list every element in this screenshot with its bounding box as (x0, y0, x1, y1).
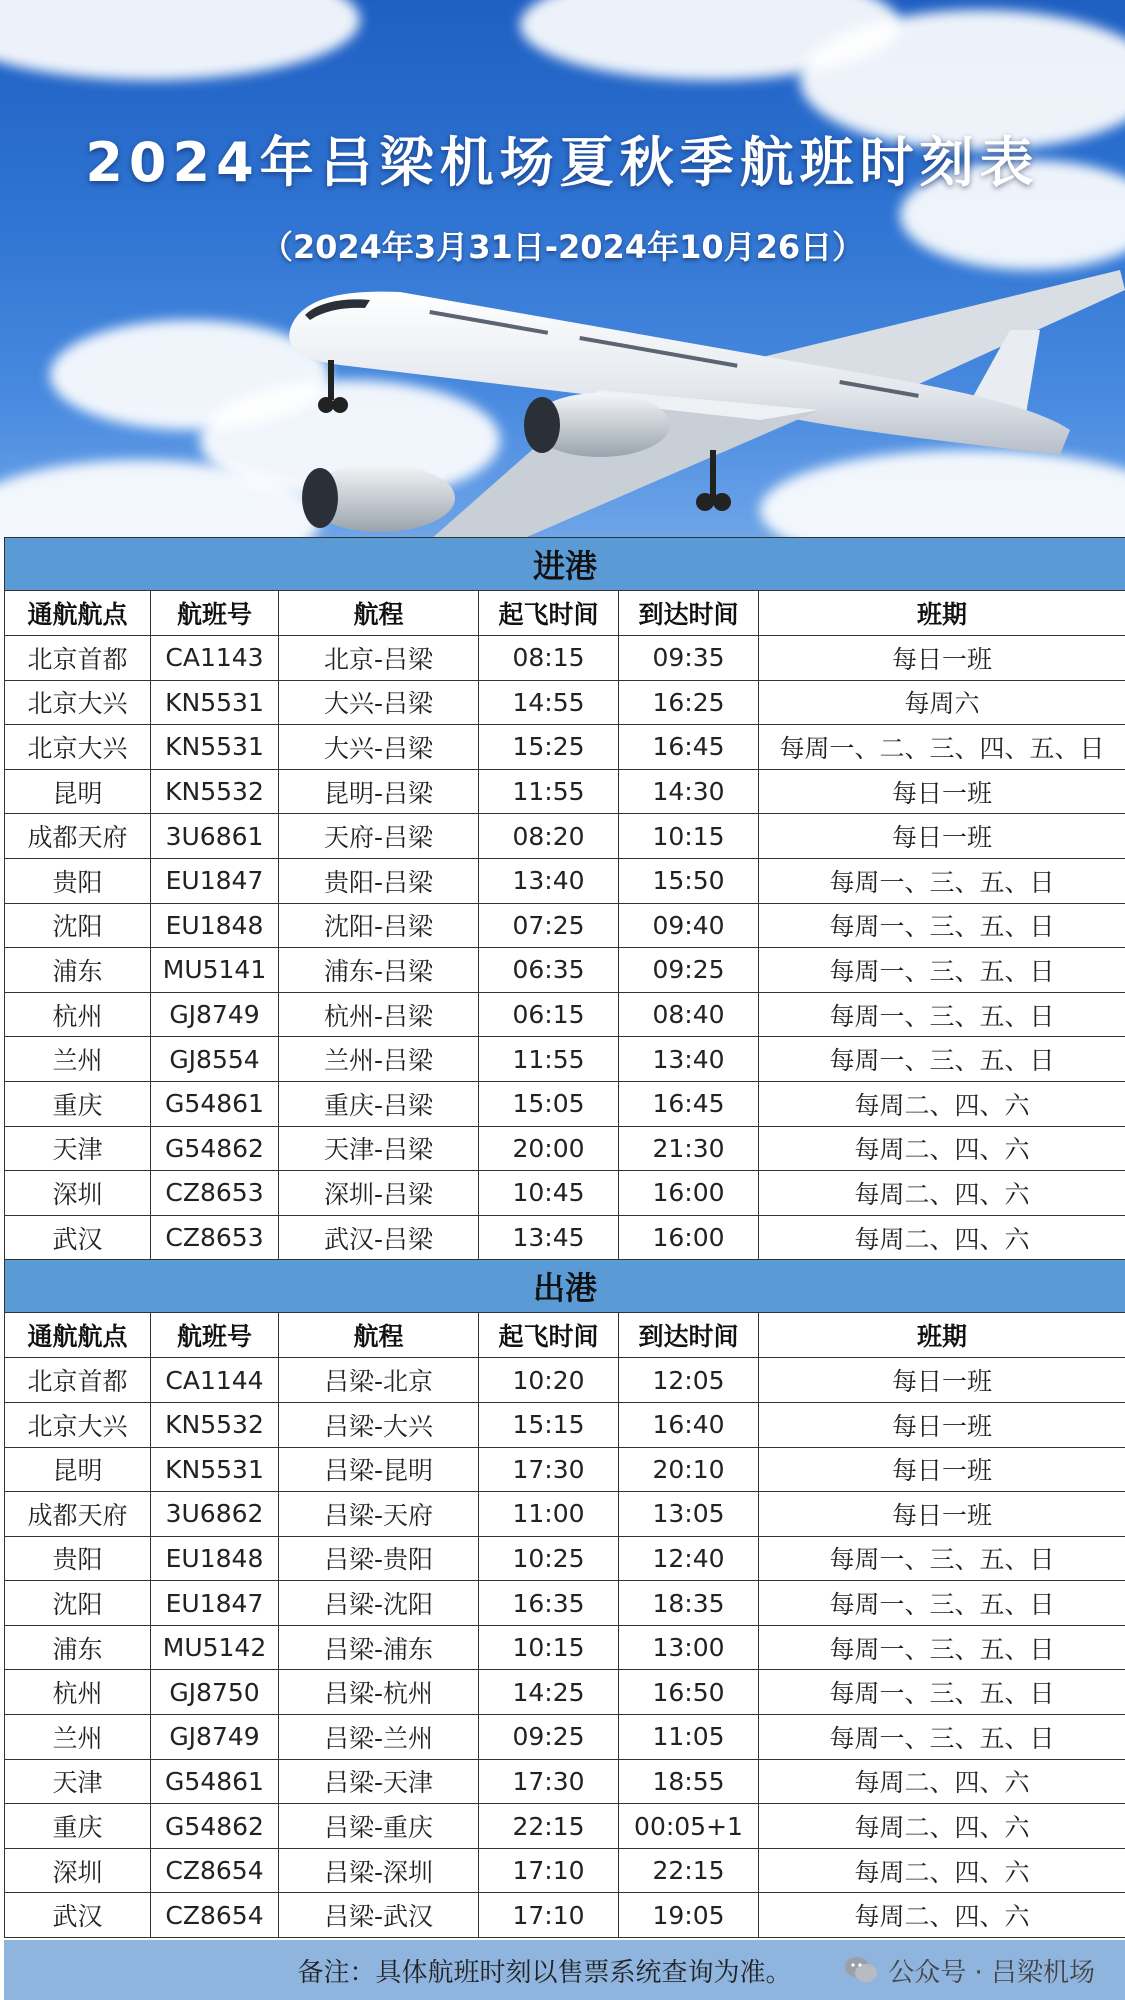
cell-depart-time: 11:00 (479, 1492, 619, 1537)
cell-route: 大兴-吕梁 (279, 680, 479, 725)
cell-flight-no: KN5532 (151, 1402, 279, 1447)
cell-destination: 成都天府 (5, 1492, 151, 1537)
cell-destination: 浦东 (5, 1625, 151, 1670)
cell-arrive-time: 16:45 (619, 725, 759, 770)
col-destination: 通航航点 (5, 1313, 151, 1358)
cell-destination: 重庆 (5, 1081, 151, 1126)
cell-schedule: 每日一班 (759, 769, 1125, 814)
cell-destination: 北京大兴 (5, 725, 151, 770)
table-row (5, 1759, 1125, 1804)
cell-schedule: 每日一班 (759, 1358, 1125, 1403)
cell-flight-no: G54861 (151, 1759, 279, 1804)
cell-schedule: 每周二、四、六 (759, 1081, 1125, 1126)
cell-depart-time: 08:20 (479, 814, 619, 859)
cell-arrive-time: 16:40 (619, 1402, 759, 1447)
cell-flight-no: GJ8749 (151, 992, 279, 1037)
cell-depart-time: 14:25 (479, 1670, 619, 1715)
cell-depart-time: 20:00 (479, 1126, 619, 1171)
cell-destination: 兰州 (5, 1037, 151, 1082)
cell-destination: 北京首都 (5, 1358, 151, 1403)
table-row (5, 1402, 1125, 1447)
cell-arrive-time: 21:30 (619, 1126, 759, 1171)
cell-schedule: 每周六 (759, 680, 1125, 725)
table-row (5, 1126, 1125, 1171)
cell-route: 沈阳-吕梁 (279, 903, 479, 948)
cell-depart-time: 08:15 (479, 636, 619, 681)
cell-arrive-time: 16:25 (619, 680, 759, 725)
cell-route: 吕梁-重庆 (279, 1804, 479, 1849)
cell-flight-no: CZ8653 (151, 1171, 279, 1216)
sky-banner (0, 0, 1125, 540)
cell-destination: 成都天府 (5, 814, 151, 859)
cell-depart-time: 06:15 (479, 992, 619, 1037)
cell-arrive-time: 22:15 (619, 1848, 759, 1893)
col-depart: 起飞时间 (479, 1313, 619, 1358)
cell-flight-no: CZ8654 (151, 1893, 279, 1938)
cell-route: 大兴-吕梁 (279, 725, 479, 770)
table-row (5, 1848, 1125, 1893)
cell-route: 武汉-吕梁 (279, 1215, 479, 1260)
cell-arrive-time: 08:40 (619, 992, 759, 1037)
cell-depart-time: 13:40 (479, 858, 619, 903)
cell-schedule: 每周二、四、六 (759, 1893, 1125, 1938)
cell-destination: 北京大兴 (5, 1402, 151, 1447)
col-schedule: 班期 (759, 1313, 1125, 1358)
column-header-row (5, 1313, 1125, 1358)
airplane-image (280, 270, 1125, 540)
cell-schedule: 每周二、四、六 (759, 1804, 1125, 1849)
col-flight-no: 航班号 (151, 591, 279, 636)
cell-destination: 浦东 (5, 948, 151, 993)
cell-route: 吕梁-北京 (279, 1358, 479, 1403)
cell-arrive-time: 18:55 (619, 1759, 759, 1804)
cell-schedule: 每周二、四、六 (759, 1848, 1125, 1893)
cell-flight-no: KN5531 (151, 1447, 279, 1492)
table-row (5, 948, 1125, 993)
cell-destination: 北京大兴 (5, 680, 151, 725)
page-title: 2024年吕梁机场夏秋季航班时刻表 (85, 131, 1040, 194)
cell-arrive-time: 16:45 (619, 1081, 759, 1126)
column-header-row (5, 591, 1125, 636)
cell-route: 吕梁-贵阳 (279, 1536, 479, 1581)
cell-schedule: 每周一、三、五、日 (759, 858, 1125, 903)
cell-route: 浦东-吕梁 (279, 948, 479, 993)
cell-depart-time: 11:55 (479, 769, 619, 814)
cell-depart-time: 17:10 (479, 1848, 619, 1893)
cell-schedule: 每日一班 (759, 1402, 1125, 1447)
cell-schedule: 每日一班 (759, 814, 1125, 859)
cell-route: 吕梁-沈阳 (279, 1581, 479, 1626)
cell-depart-time: 15:15 (479, 1402, 619, 1447)
cell-depart-time: 17:30 (479, 1759, 619, 1804)
cell-route: 吕梁-天府 (279, 1492, 479, 1537)
cell-destination: 贵阳 (5, 1536, 151, 1581)
cell-depart-time: 14:55 (479, 680, 619, 725)
cell-depart-time: 09:25 (479, 1715, 619, 1760)
cell-flight-no: KN5532 (151, 769, 279, 814)
cell-route: 昆明-吕梁 (279, 769, 479, 814)
cell-route: 吕梁-大兴 (279, 1402, 479, 1447)
cell-arrive-time: 14:30 (619, 769, 759, 814)
table-row (5, 1625, 1125, 1670)
cell-arrive-time: 13:40 (619, 1037, 759, 1082)
table-row (5, 1715, 1125, 1760)
cell-arrive-time: 20:10 (619, 1447, 759, 1492)
cell-flight-no: GJ8554 (151, 1037, 279, 1082)
cell-arrive-time: 09:25 (619, 948, 759, 993)
cell-schedule: 每周一、三、五、日 (759, 1715, 1125, 1760)
schedule-table (4, 537, 1125, 1938)
table-row (5, 1536, 1125, 1581)
cell-route: 重庆-吕梁 (279, 1081, 479, 1126)
cell-schedule: 每周一、三、五、日 (759, 1670, 1125, 1715)
flight-schedule (4, 537, 1125, 1938)
table-row (5, 858, 1125, 903)
cell-flight-no: GJ8750 (151, 1670, 279, 1715)
cell-schedule: 每周二、四、六 (759, 1759, 1125, 1804)
cell-destination: 深圳 (5, 1848, 151, 1893)
cell-schedule: 每周一、三、五、日 (759, 903, 1125, 948)
table-row (5, 814, 1125, 859)
cell-flight-no: CZ8654 (151, 1848, 279, 1893)
table-row (5, 636, 1125, 681)
cell-destination: 天津 (5, 1126, 151, 1171)
cell-depart-time: 15:05 (479, 1081, 619, 1126)
table-row (5, 903, 1125, 948)
cell-destination: 兰州 (5, 1715, 151, 1760)
table-row (5, 1492, 1125, 1537)
table-row (5, 1037, 1125, 1082)
cell-route: 杭州-吕梁 (279, 992, 479, 1037)
table-row (5, 1171, 1125, 1216)
cell-route: 天津-吕梁 (279, 1126, 479, 1171)
table-row (5, 1804, 1125, 1849)
cell-arrive-time: 11:05 (619, 1715, 759, 1760)
cell-route: 吕梁-杭州 (279, 1670, 479, 1715)
col-arrive: 到达时间 (619, 591, 759, 636)
footer-note: 备注：具体航班时刻以售票系统查询为准。 (297, 1957, 792, 1988)
cell-depart-time: 10:15 (479, 1625, 619, 1670)
cell-flight-no: MU5142 (151, 1625, 279, 1670)
cloud (0, 0, 360, 80)
cell-schedule: 每周一、二、三、四、五、日 (759, 725, 1125, 770)
date-range: （2024年3月31日-2024年10月26日） (260, 228, 865, 266)
table-row (5, 1893, 1125, 1938)
cell-route: 天府-吕梁 (279, 814, 479, 859)
departures-header: 出港 (5, 1260, 1125, 1313)
cell-route: 兰州-吕梁 (279, 1037, 479, 1082)
cell-destination: 杭州 (5, 992, 151, 1037)
col-schedule: 班期 (759, 591, 1125, 636)
cell-destination: 深圳 (5, 1171, 151, 1216)
cell-flight-no: CA1144 (151, 1358, 279, 1403)
col-depart: 起飞时间 (479, 591, 619, 636)
cell-route: 吕梁-武汉 (279, 1893, 479, 1938)
col-flight-no: 航班号 (151, 1313, 279, 1358)
cell-route: 北京-吕梁 (279, 636, 479, 681)
cell-arrive-time: 12:40 (619, 1536, 759, 1581)
table-row (5, 680, 1125, 725)
table-row (5, 1670, 1125, 1715)
table-row (5, 1447, 1125, 1492)
cell-destination: 天津 (5, 1759, 151, 1804)
cell-arrive-time: 10:15 (619, 814, 759, 859)
cell-schedule: 每日一班 (759, 1447, 1125, 1492)
cell-schedule: 每日一班 (759, 636, 1125, 681)
col-route: 航程 (279, 591, 479, 636)
cell-route: 吕梁-天津 (279, 1759, 479, 1804)
cell-route: 吕梁-深圳 (279, 1848, 479, 1893)
cell-arrive-time: 16:50 (619, 1670, 759, 1715)
cell-destination: 杭州 (5, 1670, 151, 1715)
cell-destination: 重庆 (5, 1804, 151, 1849)
cell-arrive-time: 15:50 (619, 858, 759, 903)
cell-flight-no: EU1847 (151, 858, 279, 903)
cell-depart-time: 16:35 (479, 1581, 619, 1626)
wechat-icon (844, 1955, 878, 1985)
cell-route: 贵阳-吕梁 (279, 858, 479, 903)
cell-destination: 武汉 (5, 1893, 151, 1938)
col-route: 航程 (279, 1313, 479, 1358)
cell-destination: 贵阳 (5, 858, 151, 903)
cell-depart-time: 13:45 (479, 1215, 619, 1260)
cell-route: 深圳-吕梁 (279, 1171, 479, 1216)
cell-flight-no: EU1847 (151, 1581, 279, 1626)
cell-arrive-time: 16:00 (619, 1171, 759, 1216)
cell-destination: 昆明 (5, 769, 151, 814)
cell-schedule: 每周一、三、五、日 (759, 992, 1125, 1037)
cell-flight-no: G54861 (151, 1081, 279, 1126)
cell-depart-time: 06:35 (479, 948, 619, 993)
table-row (5, 1081, 1125, 1126)
cell-destination: 沈阳 (5, 903, 151, 948)
cell-flight-no: EU1848 (151, 903, 279, 948)
cell-depart-time: 15:25 (479, 725, 619, 770)
cell-destination: 沈阳 (5, 1581, 151, 1626)
cell-depart-time: 22:15 (479, 1804, 619, 1849)
table-row (5, 769, 1125, 814)
cell-destination: 北京首都 (5, 636, 151, 681)
cell-arrive-time: 00:05+1 (619, 1804, 759, 1849)
cell-schedule: 每周一、三、五、日 (759, 1536, 1125, 1581)
cell-flight-no: G54862 (151, 1126, 279, 1171)
departures-section (5, 1260, 1125, 1938)
col-arrive: 到达时间 (619, 1313, 759, 1358)
cell-flight-no: 3U6861 (151, 814, 279, 859)
cell-arrive-time: 16:00 (619, 1215, 759, 1260)
cell-schedule: 每周二、四、六 (759, 1171, 1125, 1216)
cell-schedule: 每周一、三、五、日 (759, 948, 1125, 993)
cell-arrive-time: 18:35 (619, 1581, 759, 1626)
col-destination: 通航航点 (5, 591, 151, 636)
cell-flight-no: G54862 (151, 1804, 279, 1849)
cell-destination: 昆明 (5, 1447, 151, 1492)
arrivals-header: 进港 (5, 538, 1125, 591)
cell-route: 吕梁-浦东 (279, 1625, 479, 1670)
cell-flight-no: CA1143 (151, 636, 279, 681)
cell-schedule: 每周一、三、五、日 (759, 1037, 1125, 1082)
table-row (5, 1358, 1125, 1403)
cell-flight-no: EU1848 (151, 1536, 279, 1581)
cell-depart-time: 07:25 (479, 903, 619, 948)
cell-arrive-time: 09:35 (619, 636, 759, 681)
cell-schedule: 每周一、三、五、日 (759, 1581, 1125, 1626)
cell-depart-time: 17:10 (479, 1893, 619, 1938)
cell-arrive-time: 12:05 (619, 1358, 759, 1403)
cell-route: 吕梁-昆明 (279, 1447, 479, 1492)
cell-schedule: 每周二、四、六 (759, 1126, 1125, 1171)
cell-schedule: 每日一班 (759, 1492, 1125, 1537)
table-row (5, 1581, 1125, 1626)
cell-flight-no: CZ8653 (151, 1215, 279, 1260)
cell-route: 吕梁-兰州 (279, 1715, 479, 1760)
cell-flight-no: KN5531 (151, 725, 279, 770)
cell-depart-time: 10:20 (479, 1358, 619, 1403)
cell-schedule: 每周一、三、五、日 (759, 1625, 1125, 1670)
cell-flight-no: GJ8749 (151, 1715, 279, 1760)
table-row (5, 1215, 1125, 1260)
cell-arrive-time: 13:05 (619, 1492, 759, 1537)
cell-flight-no: KN5531 (151, 680, 279, 725)
cell-depart-time: 17:30 (479, 1447, 619, 1492)
cell-arrive-time: 19:05 (619, 1893, 759, 1938)
cell-arrive-time: 13:00 (619, 1625, 759, 1670)
cell-depart-time: 10:25 (479, 1536, 619, 1581)
cell-flight-no: 3U6862 (151, 1492, 279, 1537)
cell-depart-time: 10:45 (479, 1171, 619, 1216)
cell-flight-no: MU5141 (151, 948, 279, 993)
arrivals-section (5, 538, 1125, 1260)
cell-depart-time: 11:55 (479, 1037, 619, 1082)
table-row (5, 725, 1125, 770)
cell-arrive-time: 09:40 (619, 903, 759, 948)
cell-schedule: 每周二、四、六 (759, 1215, 1125, 1260)
watermark-text: 公众号 · 吕梁机场 (888, 1957, 1095, 1988)
table-row (5, 992, 1125, 1037)
cell-destination: 武汉 (5, 1215, 151, 1260)
watermark (844, 1940, 1095, 2000)
